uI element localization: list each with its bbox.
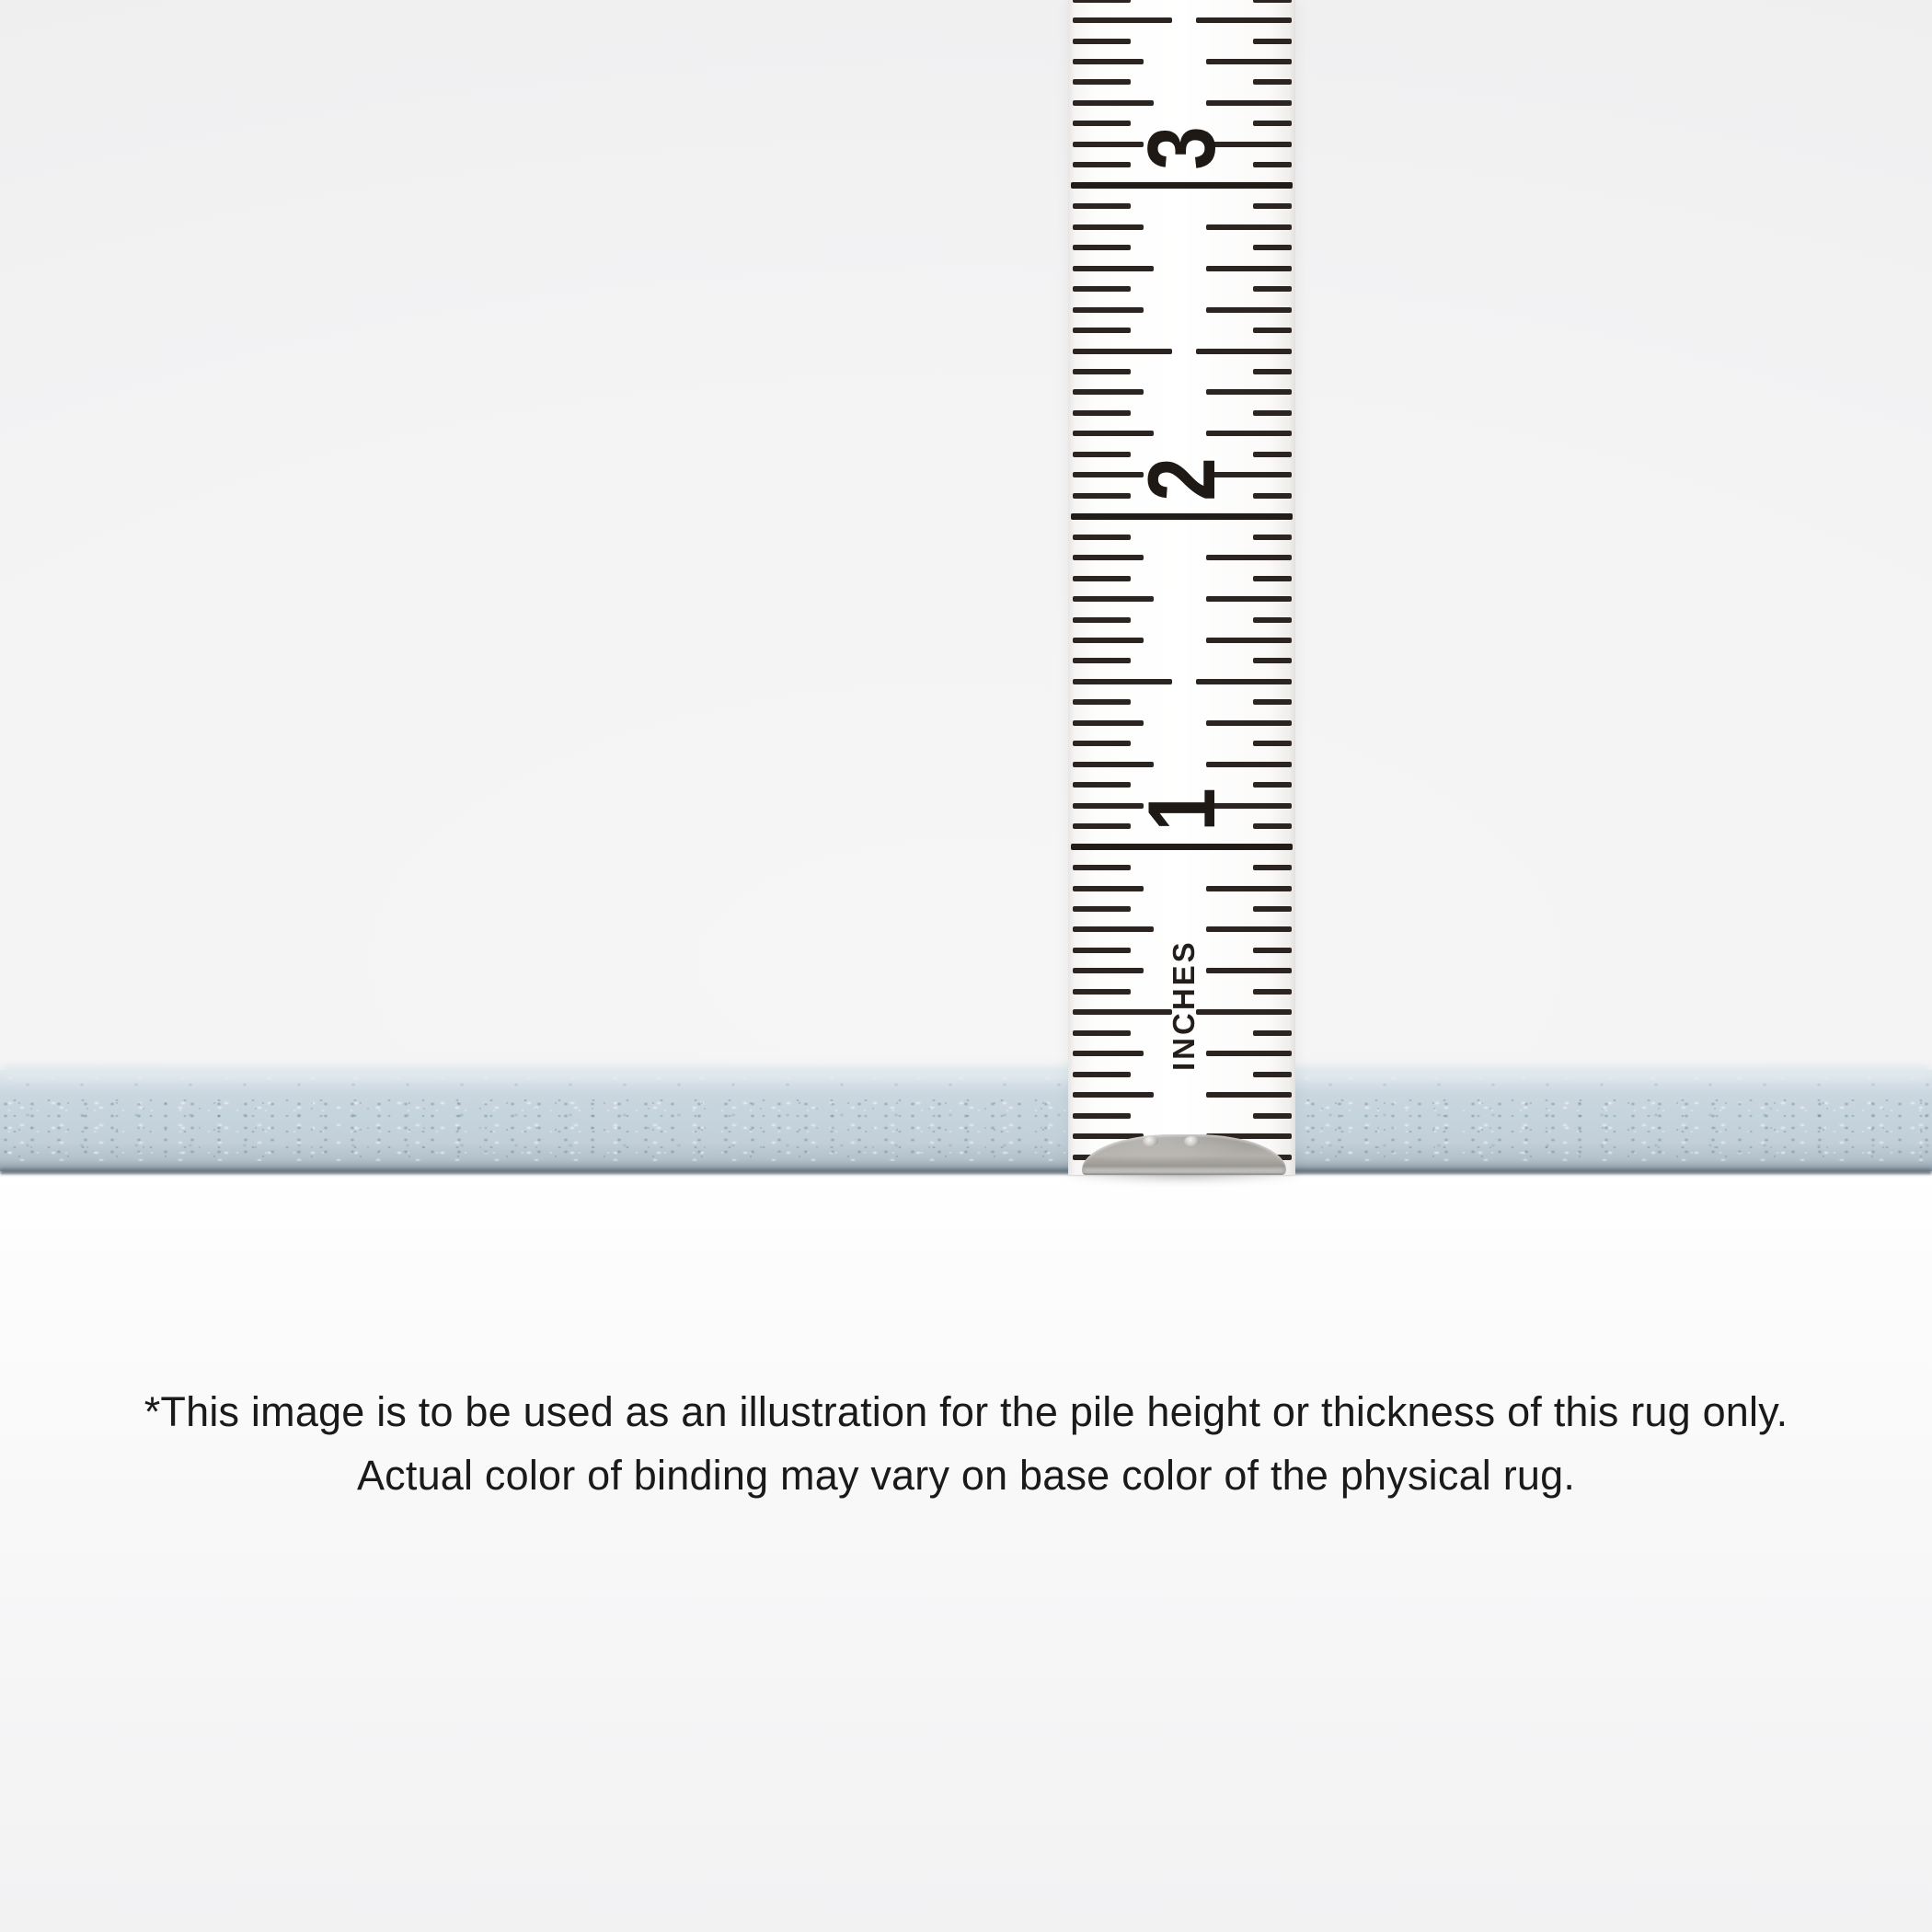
ruler-tick-right <box>1196 679 1292 684</box>
caption-line-1: *This image is to be used as an illustration for the pile height or thickness of this rug only. <box>144 1388 1788 1435</box>
ruler-tick-left <box>1073 245 1131 250</box>
ruler-tick-left <box>1073 555 1144 560</box>
ruler-tick-left <box>1073 224 1144 230</box>
ruler-tick-left <box>1073 349 1172 354</box>
ruler-tick-left <box>1073 679 1172 684</box>
ruler-tick-left <box>1073 369 1131 374</box>
ruler-tick-left <box>1073 59 1144 64</box>
rivet-icon <box>1184 1136 1200 1146</box>
ruler-tick-right <box>1206 886 1292 891</box>
ruler-tick-right <box>1253 286 1292 292</box>
ruler-tick-left <box>1073 410 1131 416</box>
ruler-tick-left <box>1073 286 1131 292</box>
rug-bottom-shadow <box>0 1167 1932 1174</box>
ruler-tick-right <box>1206 389 1292 395</box>
ruler-tick-right <box>1253 782 1292 788</box>
ruler-tick-left <box>1073 307 1144 313</box>
ruler-tick-left <box>1073 203 1131 209</box>
ruler-tick-left <box>1073 596 1154 602</box>
ruler-tick-left <box>1073 638 1144 643</box>
ruler-tick-left <box>1073 886 1144 891</box>
ruler-tick-right <box>1206 968 1292 973</box>
rug-cross-section <box>0 1070 1932 1171</box>
ruler-tick-right <box>1206 224 1292 230</box>
ruler-tick-right <box>1196 1009 1292 1015</box>
floor-surface <box>0 1171 1932 1932</box>
ruler-tick-right <box>1253 576 1292 581</box>
ruler-tick-right <box>1253 699 1292 705</box>
ruler-tick-left <box>1073 926 1154 932</box>
ruler-tick-right <box>1206 926 1292 932</box>
rug-pile-top-fuzz <box>0 1065 1932 1080</box>
ruler-tick-right <box>1206 555 1292 560</box>
ruler-tick-left <box>1073 576 1131 581</box>
ruler-tick-right <box>1253 369 1292 374</box>
ruler-tick-right <box>1253 535 1292 540</box>
ruler-tick-left <box>1073 720 1144 726</box>
ruler-tick-right <box>1253 741 1292 746</box>
ruler-tick-right <box>1206 1092 1292 1098</box>
ruler-tick-left <box>1073 1009 1172 1015</box>
ruler-tick-right <box>1206 1051 1292 1056</box>
rug-texture <box>0 1097 1932 1161</box>
ruler-label-2-inch: 2 <box>1128 457 1235 501</box>
ruler-metal-tip <box>1082 1134 1286 1175</box>
ruler-tick-right <box>1253 1072 1292 1077</box>
ruler-tick-left <box>1073 989 1131 995</box>
ruler-tick-right <box>1253 948 1292 953</box>
ruler-tick-left <box>1073 617 1131 623</box>
ruler-tick-right <box>1253 121 1292 126</box>
ruler-tick-left <box>1073 865 1131 870</box>
ruler-tick-left <box>1073 1113 1131 1119</box>
ruler-tick-left <box>1073 17 1172 23</box>
rivet-icon <box>1143 1136 1158 1146</box>
ruler-tick-left <box>1073 968 1144 973</box>
ruler-tick-right <box>1253 39 1292 44</box>
ruler-tick-right <box>1196 17 1292 23</box>
ruler-label-3-inch: 3 <box>1128 126 1235 170</box>
disclaimer-caption <box>0 1380 1932 1507</box>
ruler-tick-right <box>1206 59 1292 64</box>
ruler-tick-right <box>1253 865 1292 870</box>
caption-line-2: Actual color of binding may vary on base color of the physical rug. <box>356 1452 1576 1499</box>
ruler-tick-right <box>1253 452 1292 457</box>
ruler-tick-left <box>1073 1092 1154 1098</box>
ruler-tick-left <box>1073 948 1131 953</box>
ruler-tick-right <box>1196 349 1292 354</box>
ruler-tick-right <box>1253 410 1292 416</box>
ruler-label-1-inch: 1 <box>1128 788 1235 832</box>
ruler-tick-right <box>1206 266 1292 271</box>
ruler-tick-right <box>1206 720 1292 726</box>
ruler-tick-left <box>1073 79 1131 85</box>
ruler-tick-right <box>1206 596 1292 602</box>
ruler-tick-right <box>1253 989 1292 995</box>
ruler-tick-right <box>1253 1030 1292 1036</box>
ruler-tick-left <box>1073 699 1131 705</box>
ruler-tick-left <box>1073 535 1131 540</box>
ruler-tick-right <box>1253 658 1292 663</box>
ruler-tick-right <box>1253 493 1292 499</box>
ruler-tick-left <box>1073 266 1154 271</box>
ruler-tick-left <box>1073 1030 1131 1036</box>
ruler-tick-left <box>1073 1051 1144 1056</box>
ruler-tick-right <box>1206 638 1292 643</box>
ruler <box>1068 0 1295 1175</box>
ruler-tick-right <box>1253 617 1292 623</box>
ruler-tick-right <box>1253 162 1292 167</box>
ruler-tick-left <box>1073 389 1144 395</box>
ruler-tick-right <box>1253 328 1292 333</box>
ruler-tick-right <box>1253 245 1292 250</box>
ruler-tick-right <box>1206 307 1292 313</box>
ruler-tick-left <box>1073 658 1131 663</box>
ruler-tick-left <box>1073 328 1131 333</box>
ruler-tick-left <box>1073 0 1131 3</box>
ruler-tick-left <box>1073 906 1131 912</box>
ruler-tick-right <box>1253 79 1292 85</box>
ruler-tick-left <box>1073 39 1131 44</box>
ruler-tick-right <box>1253 906 1292 912</box>
ruler-tick-right <box>1253 0 1292 3</box>
ruler-unit-label: INCHES <box>1167 939 1201 1071</box>
ruler-tick-right <box>1253 823 1292 829</box>
ruler-tick-left <box>1073 1072 1131 1077</box>
ruler-tick-right <box>1253 203 1292 209</box>
ruler-tick-left <box>1073 741 1131 746</box>
ruler-tick-right <box>1253 1113 1292 1119</box>
